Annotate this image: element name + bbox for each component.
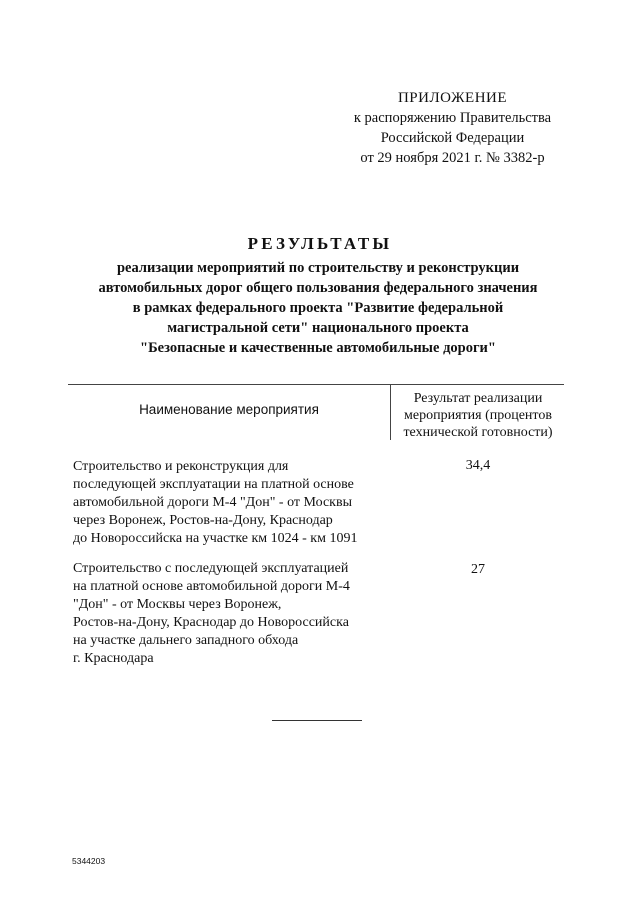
subtitle-line: магистральной сети" национального проекта [167,320,469,336]
subtitle-line: автомобильных дорог общего пользования федерального значения [98,280,538,296]
subtitle-line: в рамках федерального проекта "Развитие федеральной [132,300,504,316]
row-name-line: автомобильной дороги М-4 "Дон" - от Москвы [73,495,352,510]
row-name-line: на платной основе автомобильной дороги М-4 [73,579,350,594]
header-result-line: Результат реализации [413,391,543,406]
row-name-line: на участке дальнего западного обхода [73,633,299,648]
appendix-title: ПРИЛОЖЕНИЕ [397,90,508,106]
appendix-date-number: от 29 ноября 2021 г. № 3382-р [360,150,545,166]
appendix-block [330,88,575,168]
row-name-line: последующей эксплуатации на платной основе [73,477,354,492]
row-name-line: до Новороссийска на участке км 1024 - км 1091 [73,531,358,546]
document-subtitle [80,258,556,358]
row-name-line: Строительство с последующей эксплуатацией [73,561,349,576]
header-result-line: мероприятия (процентов [404,408,552,423]
row-name-line: через Воронеж, Ростов-на-Дону, Краснодар [73,513,333,528]
table-row-2-name [73,560,393,668]
row-name-line: г. Краснодара [73,651,154,666]
table-header-result [392,390,564,441]
table-row-1-name [73,458,393,548]
appendix-line: к распоряжению Правительства [353,110,552,126]
document-id: 5344203 [72,856,106,866]
table-column-divider [390,384,391,440]
closing-separator-line [272,720,362,721]
subtitle-line: "Безопасные и качественные автомобильные дороги" [140,340,496,356]
appendix-line: Российской Федерации [380,130,525,146]
row-name-line: Строительство и реконструкция для [73,459,289,474]
header-result-line: технической готовности) [403,425,553,440]
table-header-name: Наименование мероприятия [139,402,319,417]
document-title: РЕЗУЛЬТАТЫ [247,234,393,253]
table-row-1-value: 34,4 [465,458,491,473]
row-name-line: "Дон" - от Москвы через Воронеж, [73,597,282,612]
row-name-line: Ростов-на-Дону, Краснодар до Новороссийска [73,615,349,630]
table-top-border [68,384,564,385]
table-row-2-value: 27 [471,562,485,577]
subtitle-line: реализации мероприятий по строительству и реконструкции [116,260,520,276]
